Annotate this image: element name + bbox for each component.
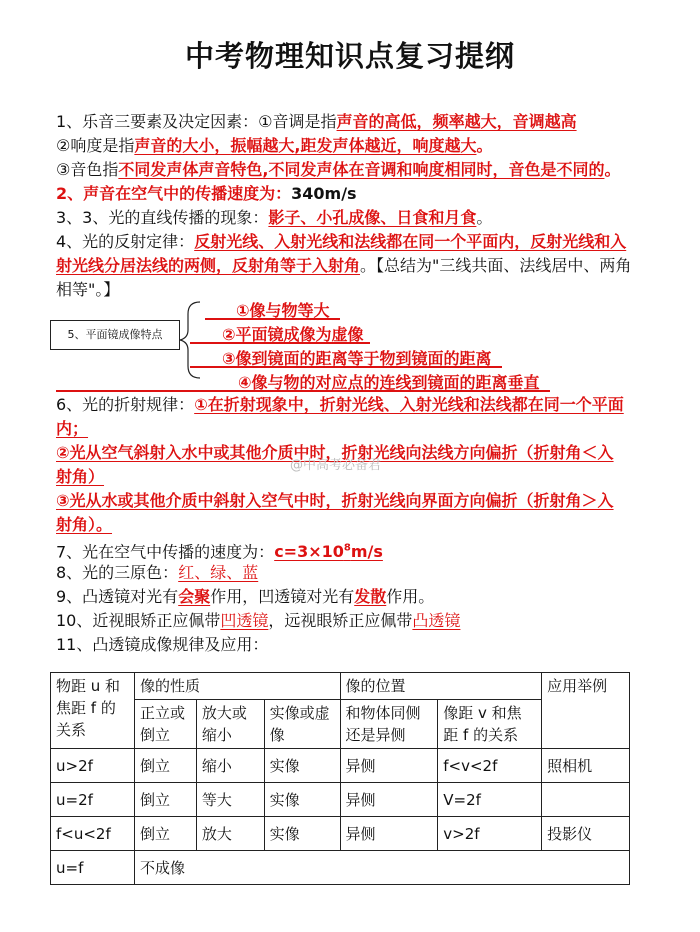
item-9-end: 作用。 xyxy=(386,587,435,606)
table-cell: u=2f xyxy=(51,783,135,817)
table-cell: 异侧 xyxy=(340,817,438,851)
mirror-item-1: ①像与物等大 xyxy=(236,301,330,320)
mirror-item-4: ④像与物的对应点的连线到镜面的距离垂直 xyxy=(238,373,540,392)
item-4-b: 射光线分居法线的两侧，反射角等于入射角 xyxy=(56,256,361,275)
mirror-item-2: ②平面镜成像为虚像 xyxy=(222,325,364,344)
item-6-a2-text: 内； xyxy=(56,419,89,438)
item-1b-b: 振幅越大,距发声体越近，响度越大 xyxy=(230,136,477,155)
table-cell: 倒立 xyxy=(134,783,196,817)
item-4-line3 xyxy=(56,278,119,302)
item-7-sup: 8 xyxy=(343,543,351,554)
table-row xyxy=(51,783,630,817)
table-cell: 实像 xyxy=(264,783,340,817)
item-6-prefix: 6、光的折射规律： xyxy=(56,395,195,414)
item-4-prefix: 4、光的反射定律： xyxy=(56,232,195,251)
item-10-a: 凹透镜 xyxy=(220,611,269,630)
item-9-mid: 作用，凹透镜对光有 xyxy=(210,587,355,606)
item-3 xyxy=(56,206,492,230)
item-4-d: 相等"。】 xyxy=(56,280,120,299)
item-4 xyxy=(56,230,626,254)
item-2-prefix: 2、声音在空气中的传播速度为： xyxy=(56,184,292,203)
item-9-prefix: 9、凸透镜对光有 xyxy=(56,587,179,606)
item-8-a: 红、绿、蓝 xyxy=(178,563,259,582)
item-3-a: 影子、小孔成像、日食和月食 xyxy=(268,208,477,227)
watermark: @中高考必备君 xyxy=(290,458,382,473)
item-3-end: 。 xyxy=(476,208,493,227)
item-1-b: 频率越大，音调越高 xyxy=(432,112,577,131)
table-row xyxy=(51,749,630,783)
table-cell: 异侧 xyxy=(340,783,438,817)
table-cell: 放大 xyxy=(196,817,264,851)
item-1c-a: 不同发声体声音特色,不同发声体在音调和响度相同时，音色是不同的 xyxy=(118,160,605,179)
item-9-b: 发散 xyxy=(354,587,387,606)
item-1 xyxy=(56,110,577,134)
item-10-b: 凸透镜 xyxy=(412,611,461,630)
item-3-prefix: 3、3、光的直线传播的现象： xyxy=(56,208,269,227)
item-8-prefix: 8、光的三原色： xyxy=(56,563,179,582)
brace-icon xyxy=(176,300,206,380)
table-cell: 异侧 xyxy=(340,749,438,783)
item-1-a: 声音的高低 xyxy=(336,112,417,131)
item-1b-sep: ， xyxy=(214,136,231,155)
header-application: 应用举例 xyxy=(542,673,630,749)
table-cell: v>2f xyxy=(438,817,542,851)
item-6-c xyxy=(56,489,614,513)
item-1c-prefix: ③音色指 xyxy=(56,160,119,179)
item-8 xyxy=(56,561,258,585)
item-7-b: m/s xyxy=(350,542,383,562)
item-9 xyxy=(56,585,434,609)
item-1-sep: ， xyxy=(416,112,433,131)
table-cell: f<u<2f xyxy=(51,817,135,851)
item-1b-end: 。 xyxy=(476,136,493,155)
item-1b-prefix: ②响度是指 xyxy=(56,136,135,155)
table-row xyxy=(51,817,630,851)
table-row xyxy=(51,851,630,885)
item-5-label: 5、平面镜成像特点 xyxy=(50,320,180,350)
item-6-c2 xyxy=(56,513,112,537)
item-2 xyxy=(56,182,357,206)
table-cell: 缩小 xyxy=(196,749,264,783)
lens-imaging-table xyxy=(50,672,630,885)
header-relation: 物距 u 和焦距 f 的关系 xyxy=(51,673,135,749)
item-6-c-text: ③光从水或其他介质中斜射入空气中时，折射光线向界面方向偏折（折射角＞入 xyxy=(56,491,614,510)
item-1b-a: 声音的大小 xyxy=(134,136,215,155)
mirror-item-3: ③像到镜面的距离等于物到镜面的距离 xyxy=(222,349,492,368)
table-cell: 投影仪 xyxy=(542,817,630,851)
item-4-a: 反射光线、入射光线和法线都在同一个平面内，反射光线和入 xyxy=(194,232,627,251)
item-11 xyxy=(56,633,268,657)
item-1c xyxy=(56,158,620,182)
table-cell: u=f xyxy=(51,851,135,885)
page-title: 中考物理知识点复习提纲 xyxy=(184,39,515,73)
item-1b xyxy=(56,134,493,158)
header-sub: 和物体同侧还是异侧 xyxy=(340,700,438,749)
item-4-line2 xyxy=(56,254,631,278)
table-cell: 照相机 xyxy=(542,749,630,783)
item-2-a: 340m/s xyxy=(291,184,357,203)
table-cell: f<v<2f xyxy=(438,749,542,783)
table-cell: 实像 xyxy=(264,749,340,783)
header-sub: 像距 v 和焦距 f 的关系 xyxy=(438,700,542,749)
item-10-prefix: 10、近视眼矫正应佩带 xyxy=(56,611,221,630)
table-cell: 倒立 xyxy=(134,817,196,851)
table-cell: 等大 xyxy=(196,783,264,817)
item-1c-end: 。 xyxy=(604,160,621,179)
item-6-b2 xyxy=(56,465,104,489)
header-sub: 放大或缩小 xyxy=(196,700,264,749)
table-cell: 不成像 xyxy=(134,851,629,885)
header-nature: 像的性质 xyxy=(134,673,340,700)
item-6-b2-text: 射角） xyxy=(56,467,105,486)
item-7-a: c=3×10 xyxy=(274,542,344,562)
item-6-a: ①在折射现象中，折射光线、入射光线和法线都在同一个平面 xyxy=(194,395,624,414)
header-sub: 正立或倒立 xyxy=(134,700,196,749)
table-cell: V=2f xyxy=(438,783,542,817)
item-1-prefix: 1、乐音三要素及决定因素：①音调是指 xyxy=(56,112,337,131)
header-position: 像的位置 xyxy=(340,673,542,700)
item-6 xyxy=(56,393,624,417)
item-10 xyxy=(56,609,460,633)
table-cell: 实像 xyxy=(264,817,340,851)
table-cell xyxy=(542,783,630,817)
item-9-a: 会聚 xyxy=(178,587,211,606)
header-sub: 实像或虚像 xyxy=(264,700,340,749)
item-4-c: 。【总结为"三线共面、法线居中、两角 xyxy=(360,256,632,275)
item-11-prefix: 11、凸透镜成像规律及应用： xyxy=(56,635,269,654)
item-10-mid: ，远视眼矫正应佩带 xyxy=(268,611,413,630)
item-6-a2 xyxy=(56,417,88,441)
item-7-prefix: 7、光在空气中传播的速度为： xyxy=(56,542,275,562)
item-6-c2-text: 射角）。 xyxy=(56,515,113,534)
item-6-b-text: ②光从空气斜射入水中或其他介质中时，折射光线向法线方向偏折（折射角＜入 xyxy=(56,443,614,462)
table-cell: 倒立 xyxy=(134,749,196,783)
table-cell: u>2f xyxy=(51,749,135,783)
